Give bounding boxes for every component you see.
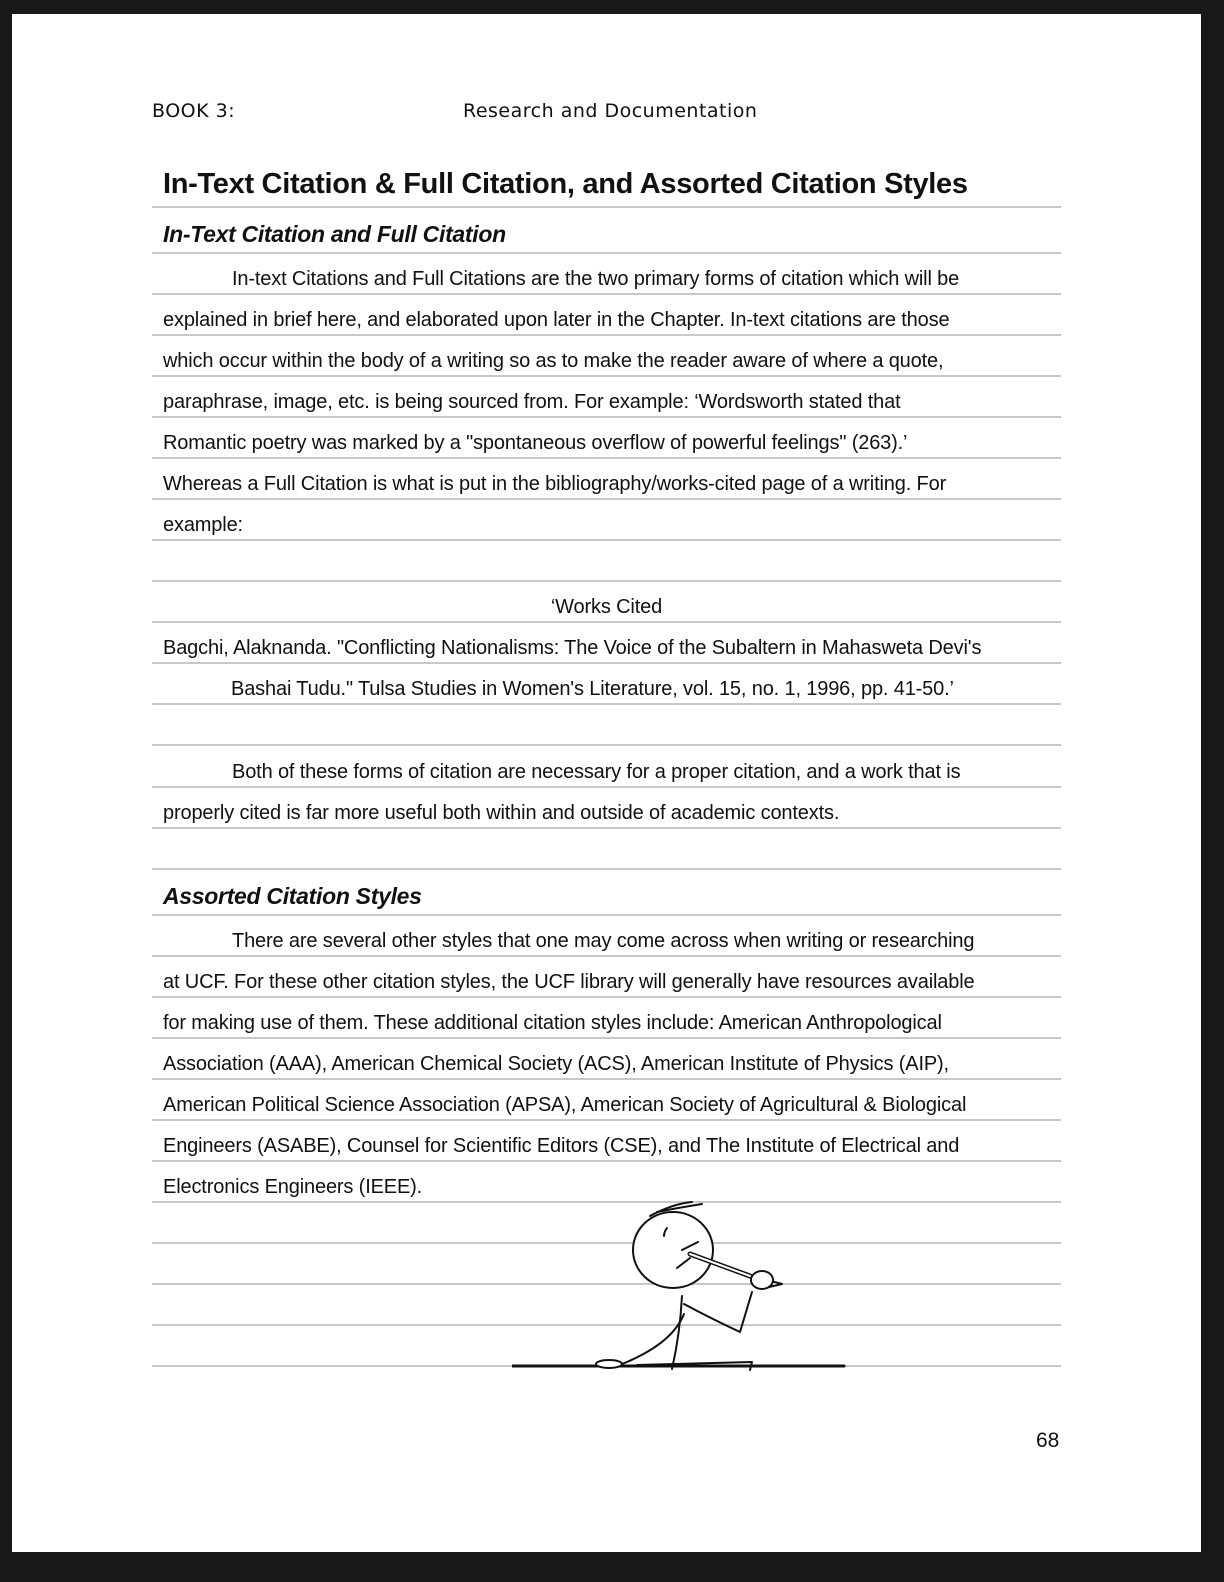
citation-line: Bashai Tudu." Tulsa Studies in Women's Literature, vol. 15, no. 1, 1996, pp. 41-50.’ [231,678,954,700]
paragraph-line: American Political Science Association (APSA), American Society of Agricultural & Biological [163,1094,967,1116]
ruled-line [152,580,1061,582]
stick-figure-illustration [512,1184,872,1384]
page-title: In-Text Citation & Full Citation, and Assorted Citation Styles [163,168,968,200]
ruled-line [152,1160,1061,1162]
ruled-line [152,206,1061,208]
document-page [12,14,1201,1552]
ruled-line [152,662,1061,664]
paragraph-line: Electronics Engineers (IEEE). [163,1176,423,1198]
ruled-line [152,498,1061,500]
ruled-line [152,293,1061,295]
paragraph-line: explained in brief here, and elaborated upon later in the Chapter. In-text citations are those [163,309,950,331]
paragraph-line: Association (AAA), American Chemical Society (ACS), American Institute of Physics (AIP), [163,1053,949,1075]
paragraph-line: at UCF. For these other citation styles, the UCF library will generally have resources available [163,971,975,993]
paragraph-line: paraphrase, image, etc. is being sourced from. For example: ‘Wordsworth stated that [163,391,901,413]
ruled-line [152,703,1061,705]
ruled-line [152,1037,1061,1039]
ruled-line [152,827,1061,829]
ruled-line [152,416,1061,418]
paragraph-line: In-text Citations and Full Citations are the two primary forms of citation which will be [232,268,960,290]
ruled-line [152,744,1061,746]
paragraph-line: properly cited is far more useful both within and outside of academic contexts. [163,802,840,824]
ruled-line [152,1078,1061,1080]
ruled-line [152,955,1061,957]
page-number: 68 [1036,1429,1060,1452]
section-heading-assorted-styles: Assorted Citation Styles [163,883,422,909]
ruled-line [152,786,1061,788]
ruled-line [152,457,1061,459]
paragraph-line: for making use of them. These additional citation styles include: American Anthropological [163,1012,942,1034]
ruled-line [152,621,1061,623]
works-cited-heading: ‘Works Cited [550,596,663,618]
paragraph-line: Engineers (ASABE), Counsel for Scientific Editors (CSE), and The Institute of Electrical and [163,1135,960,1157]
paragraph-line: There are several other styles that one may come across when writing or researching [232,930,975,952]
section-heading-in-text-citation: In-Text Citation and Full Citation [163,221,506,247]
paragraph-line: Romantic poetry was marked by a "spontaneous overflow of powerful feelings" (263).’ [163,432,908,454]
paragraph-line: example: [163,514,243,536]
running-head-title: Research and Documentation [463,100,758,122]
ruled-line [152,996,1061,998]
ruled-line [152,539,1061,541]
ruled-line [152,914,1061,916]
paragraph-line: Whereas a Full Citation is what is put in the bibliography/works-cited page of a writing. For [163,473,947,495]
paragraph-line: Both of these forms of citation are necessary for a proper citation, and a work that is [232,761,961,783]
paragraph-line: which occur within the body of a writing so as to make the reader aware of where a quote, [163,350,944,372]
ruled-line [152,1119,1061,1121]
ruled-line [152,375,1061,377]
ruled-line [152,252,1061,254]
ruled-line [152,334,1061,336]
running-head-book: BOOK 3: [152,100,236,122]
ruled-line [152,868,1061,870]
citation-line: Bagchi, Alaknanda. "Conflicting Nationalisms: The Voice of the Subaltern in Mahasweta Devi's [163,637,982,659]
